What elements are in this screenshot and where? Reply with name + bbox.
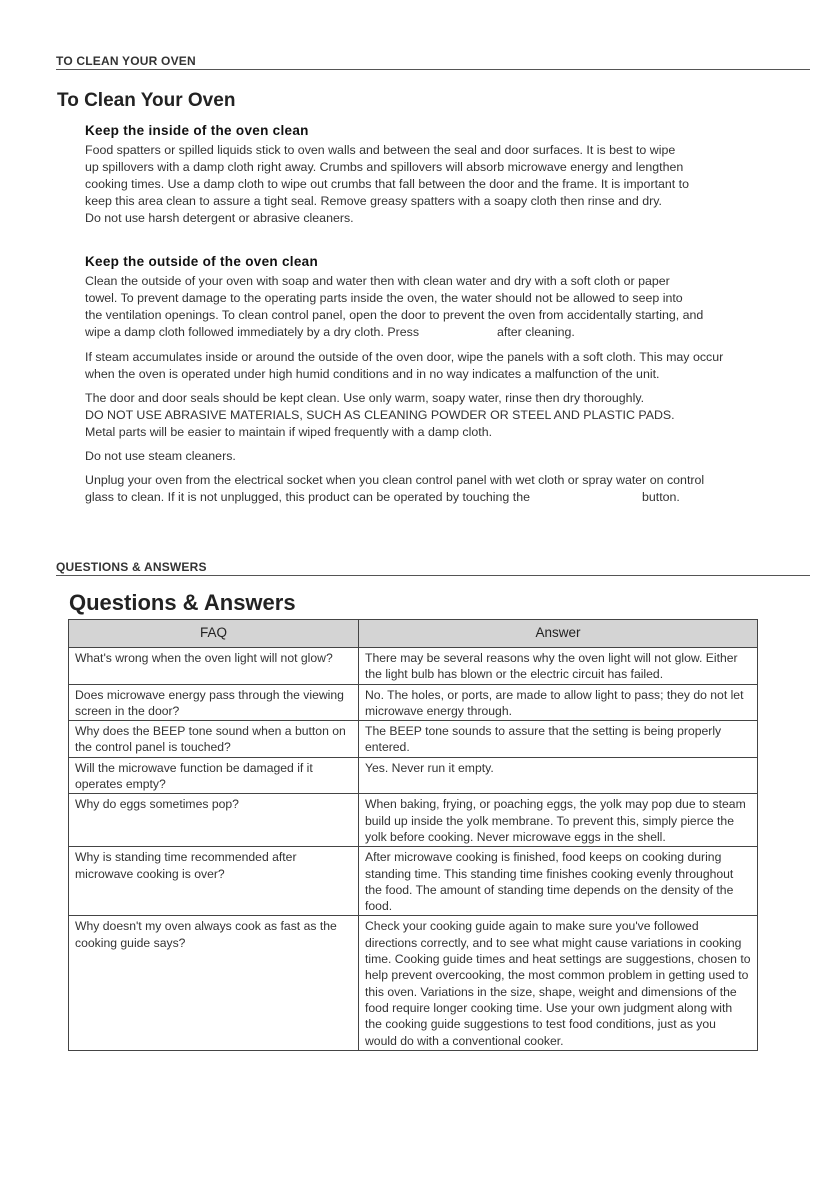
answer-cell: When baking, frying, or poaching eggs, the yolk may pop due to steam build up inside the yolk membrane. To prevent this, simply pierce the yolk before cooking. Never microwave eggs in the shell.	[359, 794, 758, 847]
qa-table	[68, 619, 758, 1051]
inside-section	[85, 122, 775, 227]
door-line: Metal parts will be easier to maintain if wiped frequently with a damp cloth.	[85, 425, 493, 439]
outside-last-after: after cleaning.	[497, 325, 575, 339]
section-label-clean: TO CLEAN YOUR OVEN	[56, 54, 810, 70]
door-paragraph	[85, 390, 775, 441]
inside-line: cooking times. Use a damp cloth to wipe out crumbs that fall between the door and the frame. It is important to	[85, 177, 690, 191]
page-title-clean: To Clean Your Oven	[57, 90, 236, 111]
inside-heading: Keep the inside of the oven clean	[85, 123, 309, 138]
table-row	[69, 847, 758, 916]
outside-line: the ventilation openings. To clean control panel, open the door to prevent the oven from accidentally starting, and	[85, 308, 704, 322]
table-row	[69, 794, 758, 847]
question-cell: Does microwave energy pass through the viewing screen in the door?	[69, 684, 359, 721]
col-answer: Answer	[359, 620, 758, 648]
table-row	[69, 916, 758, 1050]
answer-cell: Check your cooking guide again to make sure you've followed directions correctly, and to see what might cause variations in cooking time. Cooking guide times and heat settings are suggestions, chosen to help prevent overcooking, the most common problem in getting used to this oven. Variations in the size, shape, weight and dimensions of the food require longer cooking time. Use your own judgment along with the cooking guide suggestions to test food conditions, just as you would do with a conventional cooker.	[359, 916, 758, 1050]
door-line: The door and door seals should be kept clean. Use only warm, soapy water, rinse then dry thoroughly.	[85, 391, 645, 405]
outside-section	[85, 253, 775, 341]
question-cell: Why is standing time recommended after microwave cooking is over?	[69, 847, 359, 916]
question-cell: Why do eggs sometimes pop?	[69, 794, 359, 847]
steam-line: when the oven is operated under high humid conditions and in no way indicates a malfunction of the unit.	[85, 367, 660, 381]
col-faq: FAQ	[69, 620, 359, 648]
table-row	[69, 648, 758, 685]
table-row	[69, 684, 758, 721]
question-cell: Will the microwave function be damaged if it operates empty?	[69, 757, 359, 794]
table-row	[69, 721, 758, 758]
page-title-qa: Questions & Answers	[69, 590, 296, 615]
steam-line: If steam accumulates inside or around the outside of the oven door, wipe the panels with a soft cloth. This may occur	[85, 350, 724, 364]
answer-cell: The BEEP tone sounds to assure that the setting is being properly entered.	[359, 721, 758, 758]
question-cell: Why doesn't my oven always cook as fast as the cooking guide says?	[69, 916, 359, 1050]
outside-line: Clean the outside of your oven with soap and water then with clean water and dry with a soft cloth or paper	[85, 274, 670, 288]
inside-line: Do not use harsh detergent or abrasive cleaners.	[85, 211, 354, 225]
unplug-before: glass to clean. If it is not unplugged, this product can be operated by touching the	[85, 490, 530, 504]
steam-cleaners-line: Do not use steam cleaners.	[85, 449, 236, 463]
question-cell: What's wrong when the oven light will not glow?	[69, 648, 359, 685]
answer-cell: There may be several reasons why the oven light will not glow. Either the light bulb has blown or the electric circuit has failed.	[359, 648, 758, 685]
outside-heading: Keep the outside of the oven clean	[85, 254, 318, 269]
unplug-line: Unplug your oven from the electrical socket when you clean control panel with wet cloth or spray water on control	[85, 473, 705, 487]
unplug-line	[85, 489, 775, 506]
steam-paragraph	[85, 349, 775, 383]
outside-line	[85, 324, 775, 341]
inside-line: keep this area clean to assure a tight seal. Remove greasy spatters with a soapy cloth then rinse and dry.	[85, 194, 662, 208]
inside-line: up spillovers with a damp cloth right away. Crumbs and spillovers will absorb microwave energy and lengthen	[85, 160, 684, 174]
table-row	[69, 757, 758, 794]
answer-cell: After microwave cooking is finished, food keeps on cooking during standing time. This standing time finishes cooking evenly throughout the food. The amount of standing time depends on the density of the food.	[359, 847, 758, 916]
clean-content	[85, 122, 775, 513]
answer-cell: No. The holes, or ports, are made to allow light to pass; they do not let microwave energy through.	[359, 684, 758, 721]
unplug-paragraph	[85, 472, 775, 506]
steam-cleaners-paragraph	[85, 448, 775, 465]
inside-line: Food spatters or spilled liquids stick to oven walls and between the seal and door surfaces. It is best to wipe	[85, 143, 676, 157]
unplug-after: button.	[641, 490, 680, 504]
answer-cell: Yes. Never run it empty.	[359, 757, 758, 794]
door-line: DO NOT USE ABRASIVE MATERIALS, SUCH AS CLEANING POWDER OR STEEL AND PLASTIC PADS.	[85, 408, 675, 422]
outside-line: towel. To prevent damage to the operating parts inside the oven, the water should not be allowed to seep into	[85, 291, 683, 305]
outside-last-before: wipe a damp cloth followed immediately by a dry cloth. Press	[85, 325, 420, 339]
table-header-row	[69, 620, 758, 648]
section-label-qa: QUESTIONS & ANSWERS	[56, 560, 810, 576]
question-cell: Why does the BEEP tone sound when a button on the control panel is touched?	[69, 721, 359, 758]
